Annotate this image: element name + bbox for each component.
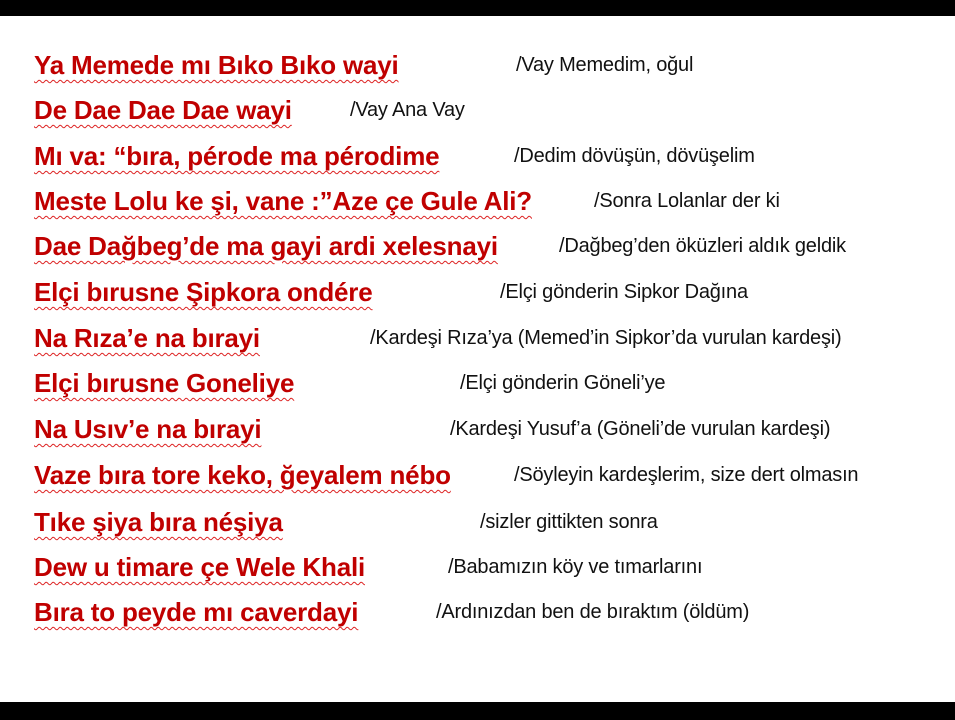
verse-line <box>0 505 955 545</box>
verse-line <box>0 412 955 452</box>
kurdish-text: Na Usıv’e na bırayi <box>34 414 262 444</box>
turkish-translation: /Vay Memedim, oğul <box>516 54 694 76</box>
turkish-translation: /Kardeşi Rıza’ya (Memed’in Sipkor’da vurulan kardeşi) <box>370 327 842 349</box>
kurdish-text: Bıra to peyde mı caverdayi <box>34 597 359 627</box>
turkish-translation: /Sonra Lolanlar der ki <box>594 190 780 212</box>
kurdish-text: Elçi bırusne Şipkora ondére <box>34 277 373 307</box>
kurdish-text: De Dae Dae Dae wayi <box>34 95 292 125</box>
turkish-translation: /sizler gittikten sonra <box>480 511 658 533</box>
kurdish-text: Dae Dağbeg’de ma gayi ardi xelesnayi <box>34 231 498 261</box>
verse-line <box>0 595 955 635</box>
verse-line <box>0 48 955 88</box>
verse-line <box>0 550 955 590</box>
kurdish-text: Ya Memede mı Bıko Bıko wayi <box>34 50 399 80</box>
document-page <box>0 16 955 702</box>
kurdish-text: Tıke şiya bıra néşiya <box>34 507 283 537</box>
turkish-translation: /Elçi gönderin Göneli’ye <box>460 372 666 394</box>
verse-line <box>0 229 955 269</box>
verse-line <box>0 321 955 361</box>
kurdish-text: Dew u timare çe Wele Khali <box>34 552 365 582</box>
verse-line <box>0 275 955 315</box>
kurdish-text: Elçi bırusne Goneliye <box>34 368 295 398</box>
kurdish-text: Meste Lolu ke şi, vane :”Aze çe Gule Ali? <box>34 186 532 216</box>
verse-line <box>0 93 955 133</box>
turkish-translation: /Kardeşi Yusuf’a (Göneli’de vurulan kardeşi) <box>450 418 831 440</box>
turkish-translation: /Vay Ana Vay <box>350 99 465 121</box>
turkish-translation: /Söyleyin kardeşlerim, size dert olmasın <box>514 464 859 486</box>
kurdish-text: Na Rıza’e na bırayi <box>34 323 260 353</box>
kurdish-text: Mı va: “bıra, pérode ma pérodime <box>34 141 440 171</box>
verse-line <box>0 184 955 224</box>
verse-line <box>0 366 955 406</box>
turkish-translation: /Ardınızdan ben de bıraktım (öldüm) <box>436 601 750 623</box>
verse-line <box>0 139 955 179</box>
kurdish-text: Vaze bıra tore keko, ğeyalem nébo <box>34 460 451 490</box>
turkish-translation: /Elçi gönderin Sipkor Dağına <box>500 281 748 303</box>
turkish-translation: /Babamızın köy ve tımarlarını <box>448 556 703 578</box>
verse-line <box>0 458 955 498</box>
turkish-translation: /Dağbeg’den öküzleri aldık geldik <box>559 235 846 257</box>
turkish-translation: /Dedim dövüşün, dövüşelim <box>514 145 755 167</box>
